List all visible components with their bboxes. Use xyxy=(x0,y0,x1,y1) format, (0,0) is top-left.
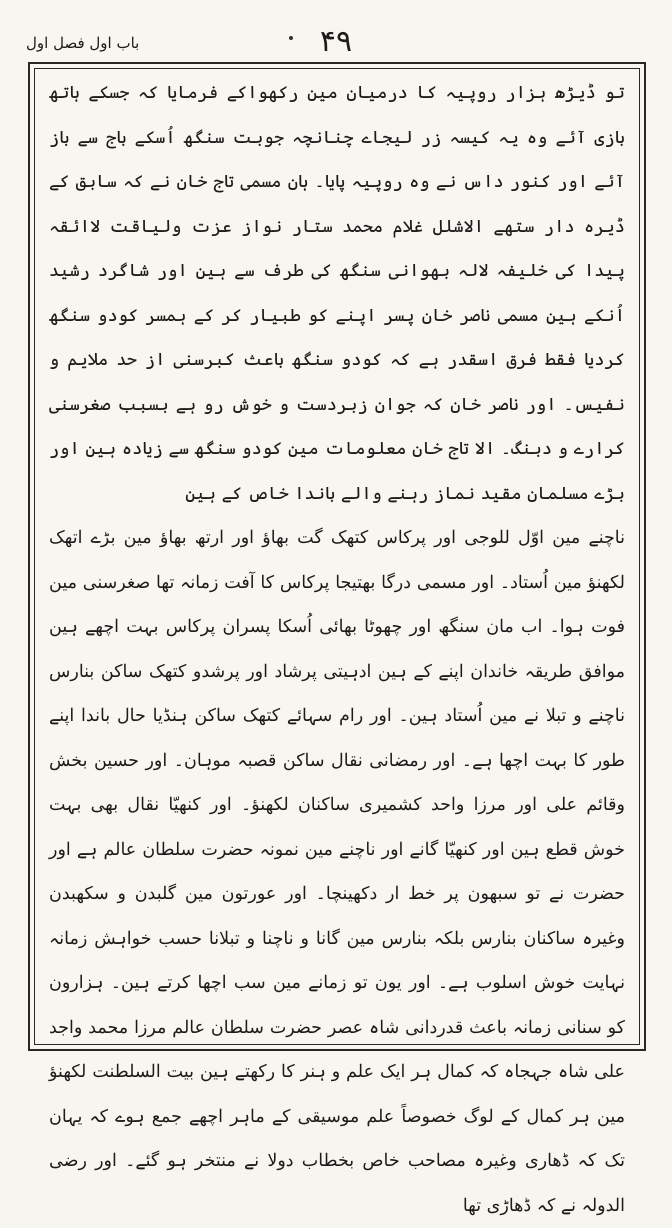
page-header xyxy=(26,24,646,64)
text-frame-inner xyxy=(34,68,640,1216)
paragraph: تو ڈیڑھ ہزار روپیہ کا درمیان مین رکھواکے فرمایا کہ جسکے ہاتھ بازی آئے وہ یہ کیسہ زر لیجاے چنانچہ جوبت سنگھ اُسکے باج سے باز آئے اور کنور داس نے وہ روپیہ پایا۔ ہان مسمی تاج خان نے کہ سابق کے ڈیرہ دار ستھے الاشلل غلام محمد ستار نواز عزت ولیاقت لاائقہ پیدا کی خلیفہ لالہ بھوانی سنگھ کی طرف سے ہین اور شاگرد رشید اُنکے ہین مسمی ناصر خان پسر اپنے کو طبیار کر کے ہمسر کودو سنگھ کردیا فقط فرق اسقدر ہے کہ کودو سنگھ باعث کبرسنی از حد ملایم و نفیس۔ اور ناصر خان کہ جوان زبردست و خوش رو ہے بسبب صغرسنی کرارے و دبنگ۔ الا تاج خان معلومات مین کودو سنگھ سے زیادہ ہین اور بڑے مسلمان مقید نماز رہنے والے باندا خاص کے ہین xyxy=(49,83,625,504)
body-text xyxy=(49,71,625,1216)
text-frame xyxy=(28,62,646,1216)
paragraph: ناچنے مین اوّل للوجی اور پرکاس کتھک گت بھاؤ اور ارتھ بھاؤ مین بڑے اتھک لکھنؤ مین اُستاد۔ اور مسمی درگا بھتیجا پرکاس کا آفت زمانہ تھا صغرسنی مین فوت ہوا۔ اب مان سنگھ اور چھوٹا بھائی اُسکا پسران پرکاس بہت اچھے ہین موافق طریقہ خاندان اپنے کے ہین ادہیتی پرشاد اور پرشدو کتھک ساکن بنارس ناچنے و تبلا نے مین اُستاد ہین۔ اور رام سہائے کتھک ساکن ہنڈیا حال باندا اپنے طور کا بہت اچھا ہے۔ اور رمضانی نقال ساکن قصبہ موہان۔ اور حسین بخش وقائم علی اور مرزا واحد کشمیری ساکنان لکھنؤ۔ اور کنھیّا نقال بھی بہت خوش قطع ہین اور کنھیّا گانے اور ناچنے مین نمونہ حضرت سلطان عالم ہے اور حضرت نے تو سبھون پر خط ار دکھینچا۔ اور عورتون مین گلبدن و سکھبدن وغیرہ ساکنان بنارس بلکہ بنارس مین گانا و ناچنا و تبلانا حسب خواہش زمانہ نہایت خوش اسلوب ہے۔ اور یون تو زمانے مین سب اچھا کرتے ہین۔ ہزارون کو سنانی زمانہ باعث قدردانی شاہ عصر حضرت سلطان عالم مرزا محمد واجد علی شاہ جہجاہ کہ کمال ہر ایک علم و ہنر کا رکھتے ہین بیت السلطنت لکھنؤ مین ہر کمال کے لوگ خصوصاً علم موسیقی کے ماہر اچھے جمع ہوے کہ یہان تک کہ ڈھاری وغیرہ مصاحب خاص بخطاب دولا نے منتخر ہو گئے۔ اور رضی الدولہ نے کہ ڈھاڑی تھا xyxy=(49,528,625,1216)
page-number: ۴۹ xyxy=(319,24,353,59)
running-head: باب اول فصل اول xyxy=(26,34,140,52)
decorative-dot xyxy=(289,36,293,40)
